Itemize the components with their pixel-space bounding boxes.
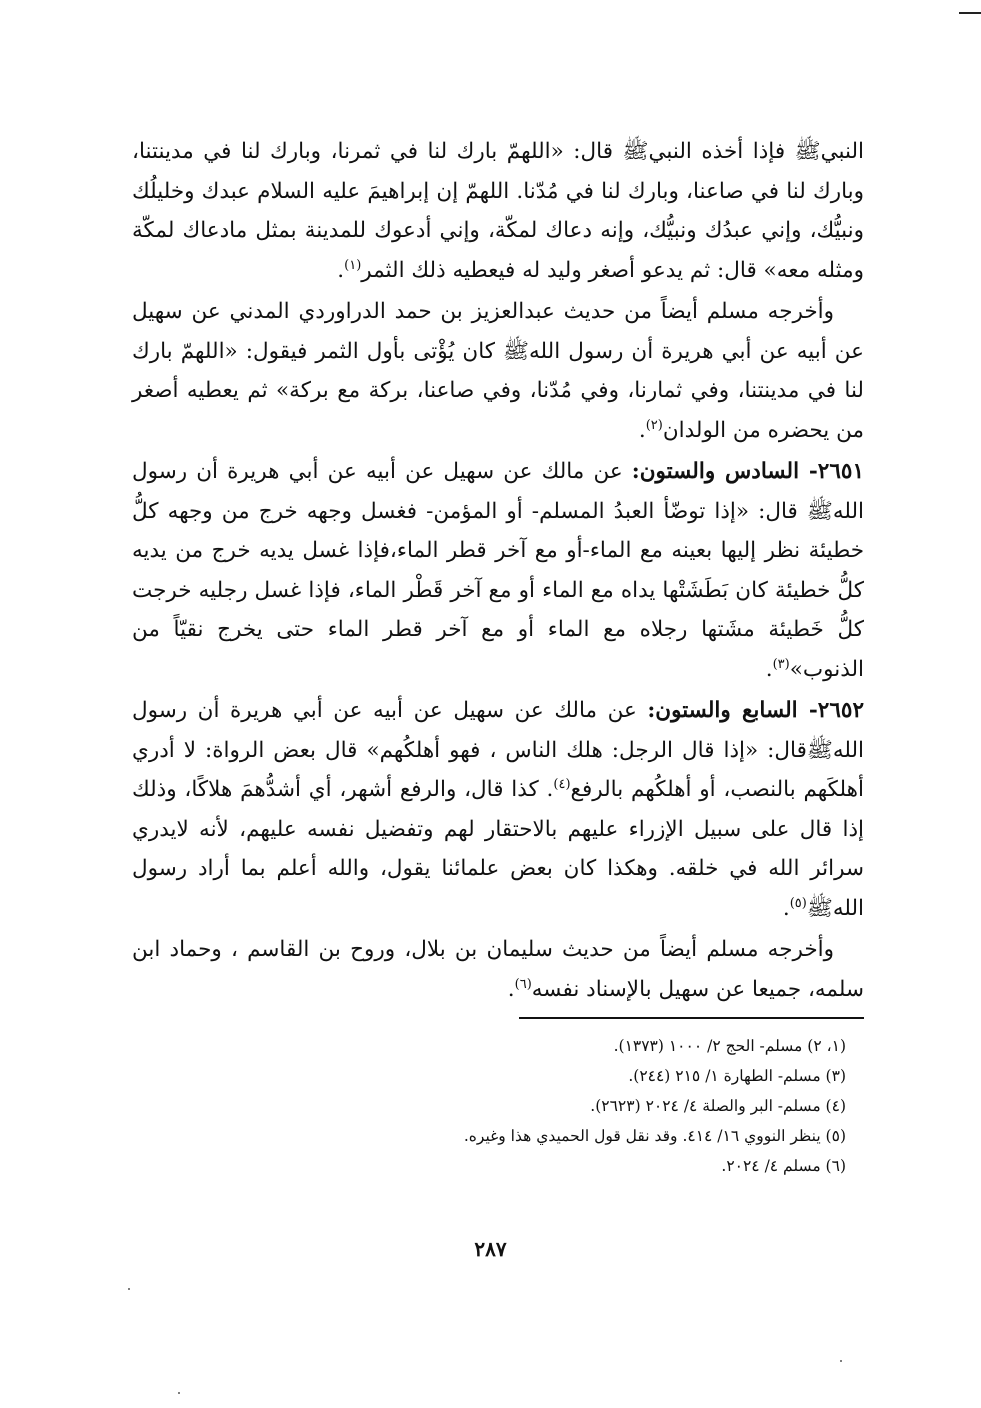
footnote-ref: (٥) <box>789 895 807 911</box>
paragraph <box>132 292 864 450</box>
hadith-number-title: ٢٦٥٢- السابع والستون: <box>647 698 864 723</box>
text-run: . <box>638 417 646 443</box>
paragraph <box>132 132 864 290</box>
page-number: ٢٨٧ <box>474 1237 507 1261</box>
text-run: . <box>782 895 790 921</box>
hadith-entry <box>132 452 864 689</box>
paragraph <box>132 930 864 1009</box>
hadith-entry <box>132 691 864 928</box>
text-run: عن مالك عن سهيل عن أبيه عن أبي هريرة أن رسول اللهﷺ قال: «إذا توضّأ العبدُ المسلم- أو المؤمن- فغسل وجهه خرج من وجهه كلُّ خطيئة نظر إليها بعينه مع الماء-أو مع آخر قطر الماء،فإذا غسل يديه خرج من يديه كلُّ خطيئة كان بَطَشَتْها يداه مع الماء أو مع آخر قَطْر الماء، فإذا غسل رجليه خرجت كلُّ خَطيئة مشَتها رجلاه مع الماء أو مع آخر قطر الماء حتى يخرج نقيّاً من الذنوب» <box>132 459 864 682</box>
footnote: (١، ٢) مسلم- الحج ٢/ ١٠٠٠ (١٣٧٣). <box>613 1037 846 1055</box>
footnote-ref: (٤) <box>553 776 571 792</box>
footnotes <box>132 1031 846 1181</box>
text-run: عن مالك عن سهيل عن أبيه عن أبي هريرة أن رسول اللهﷺقال: «إذا قال الرجل: هلك الناس ، فهو أهلكُهم» قال بعض الرواة: لا أدري أهلكَهم بالنصب، أو أهلكُهم بالرفع <box>132 698 864 802</box>
text-run: . <box>765 656 773 682</box>
footnote-ref: (٣) <box>772 656 790 672</box>
scan-speck <box>128 1288 130 1290</box>
text-run: النبيﷺ فإذا أخذه النبيﷺ قال: «اللهمّ بارك لنا في ثمرنا، وبارك لنا في مدينتنا، وبارك لنا في صاعنا، وبارك لنا في مُدّنا. اللهمّ إن إبراهيمَ عليه السلام عبدك وخليلُك ونبيُّك، وإني عبدُك ونبيُّك، وإنه دعاك لمكّة، وإني أدعوك للمدينة بمثل مادعاك لمكّة ومثله معه» قال: ثم يدعو أصغر وليد له فيعطيه ذلك الثمر <box>132 139 864 283</box>
scan-speck <box>178 1392 180 1394</box>
scan-speck <box>840 1360 842 1362</box>
page-body <box>132 132 864 1181</box>
text-run: . كذا قال، والرفع أشهر، أي أشدُّهمَ هلاكًا، وذلك إذا قال على سبيل الإزراء عليهم بالاحتقار لهم وتفضيل نفسه عليهم، لأنه لايدري سرائر الله في خلقه. وهكذا كان بعض علمائنا يقول، والله أعلم بما أراد رسول اللهﷺ <box>132 777 864 921</box>
text-run: وأخرجه مسلم أيضاً من حديث سليمان بن بلال، وروح بن القاسم ، وحماد ابن سلمه، جميعا عن سهيل بالإسناد نفسه <box>132 937 864 1002</box>
footnote: (٥) ينظر النووي ١٦/ ٤١٤. وقد نقل قول الحميدي هذا وغيره. <box>463 1127 846 1145</box>
text-run: . <box>337 257 345 283</box>
footnote: (٣) مسلم- الطهارة ١/ ٢١٥ (٢٤٤). <box>628 1067 846 1085</box>
text-run: . <box>507 976 515 1002</box>
main-text <box>132 132 864 1009</box>
hadith-number-title: ٢٦٥١- السادس والستون: <box>631 459 864 484</box>
footnote-ref: (١) <box>344 257 362 273</box>
footnote-ref: (٦) <box>514 976 532 992</box>
footnote-ref: (٢) <box>645 417 663 433</box>
footnote: (٦) مسلم ٤/ ٢٠٢٤. <box>721 1157 846 1175</box>
footnote-separator <box>519 1017 864 1019</box>
text-run: وأخرجه مسلم أيضاً من حديث عبدالعزيز بن حمد الدراوردي المدني عن سهيل عن أبيه عن أبي هريرة أن رسول اللهﷺ كان يُؤْتى بأول الثمر فيقول: «اللهمّ بارك لنا في مدينتنا، وفي ثمارنا، وفي مُدّنا، وفي صاعنا، بركة مع بركة» ثم يعطيه أصغر من يحضره من الولدان <box>132 299 864 443</box>
corner-mark <box>959 12 981 14</box>
footnote: (٤) مسلم- البر والصلة ٤/ ٢٠٢٤ (٢٦٢٣). <box>590 1097 846 1115</box>
